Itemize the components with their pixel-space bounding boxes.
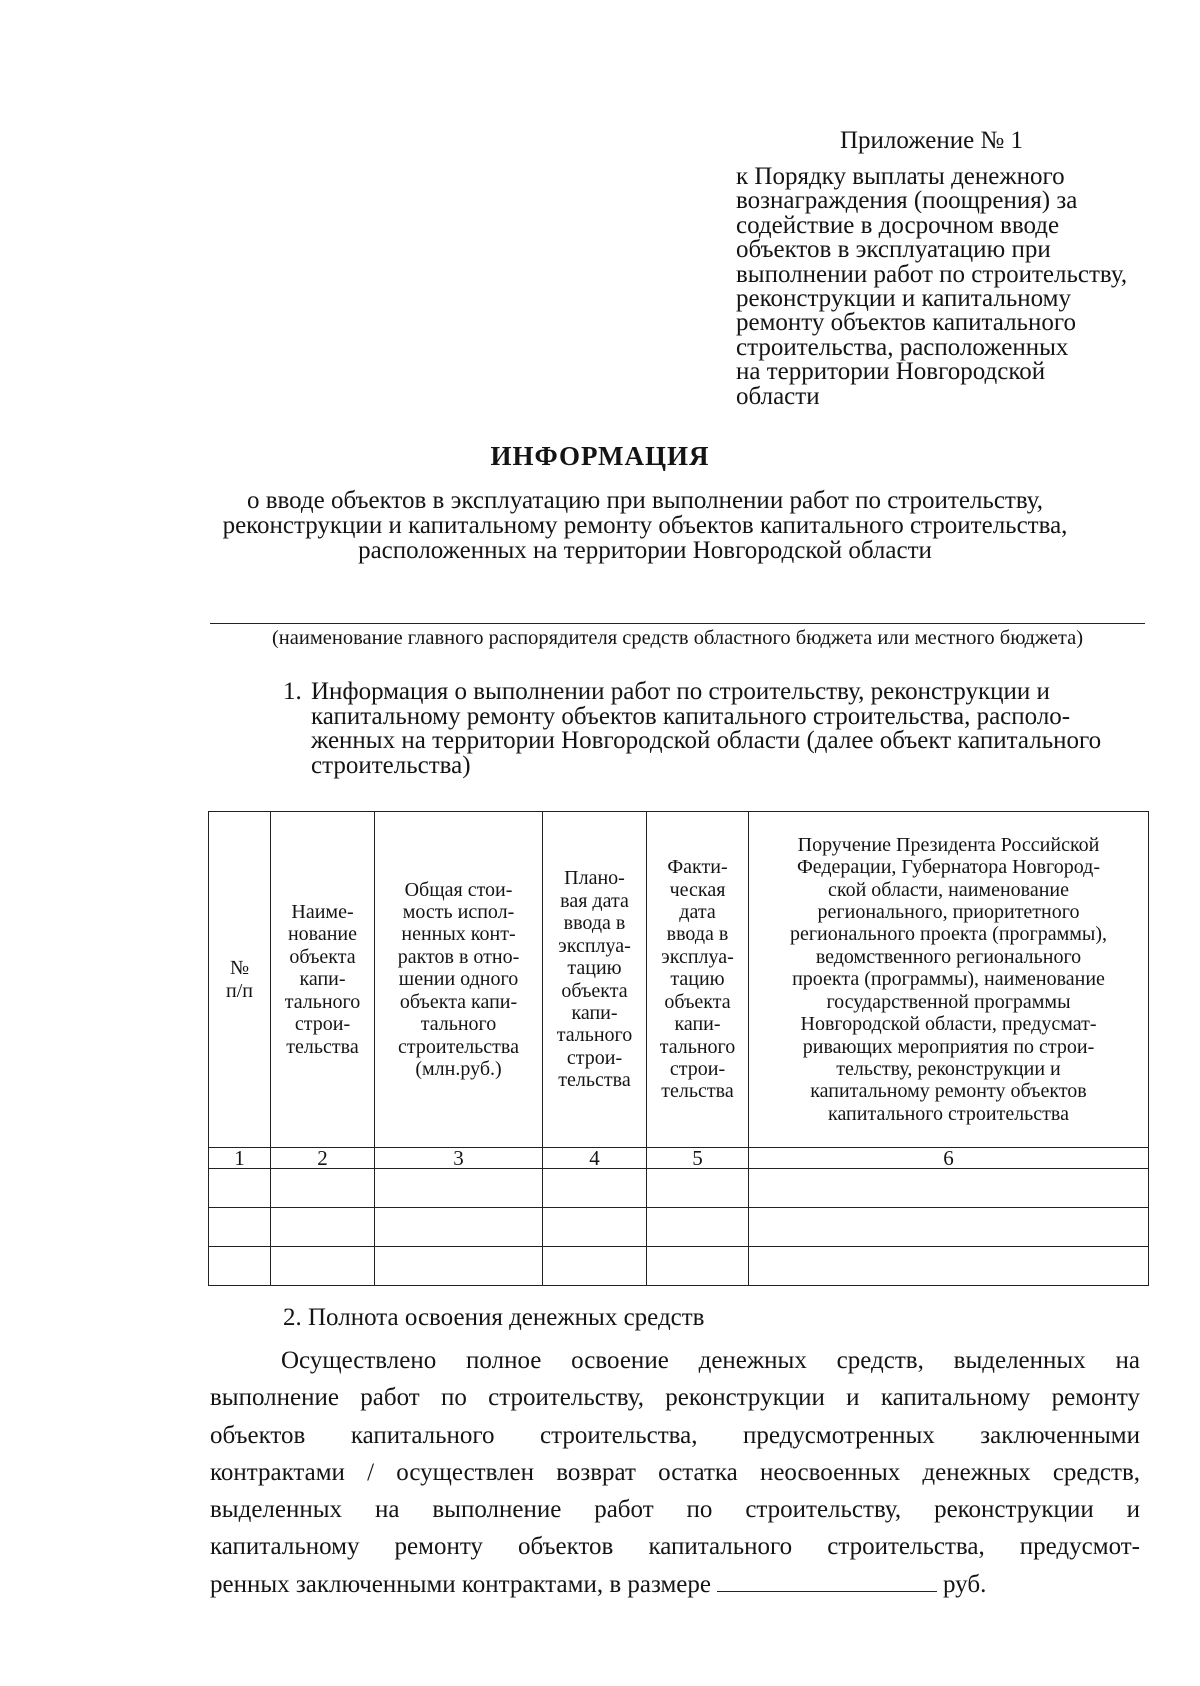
column-number: 1 xyxy=(209,1148,271,1169)
annex-description xyxy=(736,165,1176,409)
header-line: ввода в xyxy=(666,923,729,946)
column-number: 6 xyxy=(749,1148,1149,1169)
header-line: капитального строительства xyxy=(828,1102,1069,1125)
paragraph-line: контрактами / осуществлен возврат остатка неосвоенных денежных средств, xyxy=(210,1458,1140,1486)
recipient-blank-line xyxy=(210,623,1145,624)
header-line: рактов в отно- xyxy=(397,945,520,968)
annex-line: ремонту объектов капитального xyxy=(736,309,1076,337)
header-line: строительства xyxy=(398,1035,519,1058)
table-cell[interactable] xyxy=(647,1169,749,1208)
annex-line: области xyxy=(736,382,820,410)
column-number: 5 xyxy=(647,1148,749,1169)
amount-input-blank[interactable] xyxy=(717,1569,937,1592)
header-line: Плано- xyxy=(564,867,625,890)
table-row xyxy=(209,1247,1149,1286)
annex-line: объектов в эксплуатацию при xyxy=(736,236,1051,264)
table-cell[interactable] xyxy=(647,1208,749,1247)
annex-line: выполнении работ по строительству, xyxy=(736,260,1128,288)
section-1-line: женных на территории Новгородской области (далее объект капитального xyxy=(311,727,1102,754)
subtitle-line: реконструкции и капитальному ремонту объектов капитального строительства, xyxy=(222,512,1068,539)
header-line: строи- xyxy=(294,1013,351,1036)
header-line: капитальному ремонту объектов xyxy=(810,1080,1087,1103)
header-line: (млн.руб.) xyxy=(415,1057,502,1080)
header-line: тального xyxy=(284,990,361,1013)
paragraph-line: объектов капитального строительства, предусмотренных заключенными xyxy=(210,1421,1140,1449)
header-line: тельства xyxy=(286,1035,359,1058)
recipient-caption: (наименование главного распорядителя средств областного бюджета или местного бюджета) xyxy=(271,627,1084,649)
header-cell-object-name xyxy=(271,812,375,1148)
header-line: ненных конт- xyxy=(401,923,516,946)
table-cell[interactable] xyxy=(647,1247,749,1286)
header-line: тального xyxy=(659,1035,736,1058)
header-line: капи- xyxy=(571,1001,618,1024)
paragraph-line: выполнение работ по строительству, реконструкции и капитальному ремонту xyxy=(210,1384,1140,1412)
paragraph-last-line xyxy=(210,1566,1140,1603)
annex-line: содействие в досрочном вводе xyxy=(736,211,1060,239)
section-1-line: строительства) xyxy=(311,751,471,779)
column-number: 4 xyxy=(543,1148,647,1169)
header-line: ведомственного регионального xyxy=(815,945,1082,968)
header-line: проекта (программы), наименование xyxy=(792,968,1105,991)
header-line: ривающих мероприятия по строи- xyxy=(802,1035,1095,1058)
column-number: 3 xyxy=(375,1148,543,1169)
table-cell[interactable] xyxy=(271,1247,375,1286)
header-line: тального xyxy=(420,1013,497,1036)
annex-line: к Порядку выплаты денежного xyxy=(736,163,1065,190)
paragraph-line: выделенных на выполнение работ по строительству, реконструкции и xyxy=(210,1496,1140,1524)
section-1-line: Информация о выполнении работ по строительству, реконструкции и xyxy=(311,678,1050,705)
annex-title: Приложение № 1 xyxy=(840,127,1024,154)
header-line: Общая стои- xyxy=(404,878,513,901)
table-cell[interactable] xyxy=(271,1169,375,1208)
currency-label: руб. xyxy=(943,1570,987,1598)
header-line: капи- xyxy=(674,1013,721,1036)
section-1-line: капитальному ремонту объектов капитального строительства, располо- xyxy=(311,702,1071,730)
header-line: регионального проекта (программы), xyxy=(789,923,1108,946)
header-line: тельства xyxy=(661,1080,734,1103)
annex-line: вознаграждения (поощрения) за xyxy=(736,187,1078,215)
header-line: тельства xyxy=(558,1069,631,1092)
header-line: государственной программы xyxy=(826,990,1071,1013)
header-line: Факти- xyxy=(667,856,728,879)
table-cell[interactable] xyxy=(271,1208,375,1247)
section-2-heading: 2. Полнота освоения денежных средств xyxy=(283,1304,705,1331)
header-line: ской области, наименование xyxy=(828,878,1069,901)
table-header-row xyxy=(209,812,1149,1148)
header-line: тацию xyxy=(567,957,622,980)
header-line: объекта xyxy=(561,979,628,1002)
header-line: объекта капи- xyxy=(399,990,518,1013)
header-line: п/п xyxy=(226,979,253,1002)
section-1-number: 1. xyxy=(283,678,302,705)
header-line: Федерации, Губернатора Новгород- xyxy=(796,856,1101,879)
table-cell[interactable] xyxy=(375,1247,543,1286)
table-cell[interactable] xyxy=(209,1247,271,1286)
header-cell-total-cost xyxy=(375,812,543,1148)
table-row xyxy=(209,1169,1149,1208)
header-cell-number xyxy=(209,812,271,1148)
section-1-text xyxy=(311,680,1101,778)
header-line: объекта xyxy=(664,990,731,1013)
table-cell[interactable] xyxy=(375,1208,543,1247)
header-line: тального xyxy=(556,1024,633,1047)
header-line: эксплуа- xyxy=(558,934,631,957)
header-cell-instruction xyxy=(749,812,1149,1148)
table-cell[interactable] xyxy=(209,1169,271,1208)
header-line: Поручение Президента Российской xyxy=(797,833,1100,856)
objects-table xyxy=(208,811,1149,1286)
document-title: ИНФОРМАЦИЯ xyxy=(490,441,710,471)
document-subtitle xyxy=(150,488,1140,563)
table-cell[interactable] xyxy=(749,1247,1149,1286)
amount-label: ренных заключенными контрактами, в размере xyxy=(210,1570,712,1598)
header-line: Наиме- xyxy=(291,901,354,924)
header-line: строи- xyxy=(566,1046,623,1069)
header-cell-actual-date xyxy=(647,812,749,1148)
header-line: мость испол- xyxy=(402,901,515,924)
header-line: тельству, реконструкции и xyxy=(836,1057,1061,1080)
header-line: регионального, приоритетного xyxy=(817,901,1080,924)
table-cell[interactable] xyxy=(543,1208,647,1247)
table-cell[interactable] xyxy=(209,1208,271,1247)
header-line: вая дата xyxy=(560,889,629,912)
section-2-paragraph xyxy=(210,1342,1140,1603)
column-number-row xyxy=(209,1148,1149,1169)
table-cell[interactable] xyxy=(375,1169,543,1208)
table-cell[interactable] xyxy=(749,1169,1149,1208)
header-line: дата xyxy=(679,901,716,924)
subtitle-line: расположенных на территории Новгородской области xyxy=(358,537,932,564)
table-cell[interactable] xyxy=(543,1169,647,1208)
header-line: объекта xyxy=(289,945,356,968)
header-line: шении одного xyxy=(398,968,519,991)
header-line: нование xyxy=(287,923,358,946)
header-line: ческая xyxy=(669,878,726,901)
table-row xyxy=(209,1208,1149,1247)
header-line: строи- xyxy=(669,1057,726,1080)
column-number: 2 xyxy=(271,1148,375,1169)
annex-line: строительства, расположенных xyxy=(736,333,1069,361)
header-line: эксплуа- xyxy=(661,945,734,968)
header-line: ввода в xyxy=(563,912,626,935)
paragraph-line: капитальному ремонту объектов капитального строительства, предусмот- xyxy=(210,1533,1140,1561)
annex-line: реконструкции и капитальному xyxy=(736,285,1071,313)
table-cell[interactable] xyxy=(749,1208,1149,1247)
header-line: № xyxy=(229,957,250,980)
header-cell-planned-date xyxy=(543,812,647,1148)
paragraph-line: Осуществлено полное освоение денежных средств, выделенных на xyxy=(281,1347,1140,1374)
table-cell[interactable] xyxy=(543,1247,647,1286)
subtitle-line: о вводе объектов в эксплуатацию при выполнении работ по строительству, xyxy=(246,487,1044,514)
header-line: капи- xyxy=(299,968,346,991)
header-line: тацию xyxy=(670,968,725,991)
annex-line: на территории Новгородской xyxy=(736,358,1046,386)
header-line: Новгородской области, предусмат- xyxy=(800,1013,1097,1036)
